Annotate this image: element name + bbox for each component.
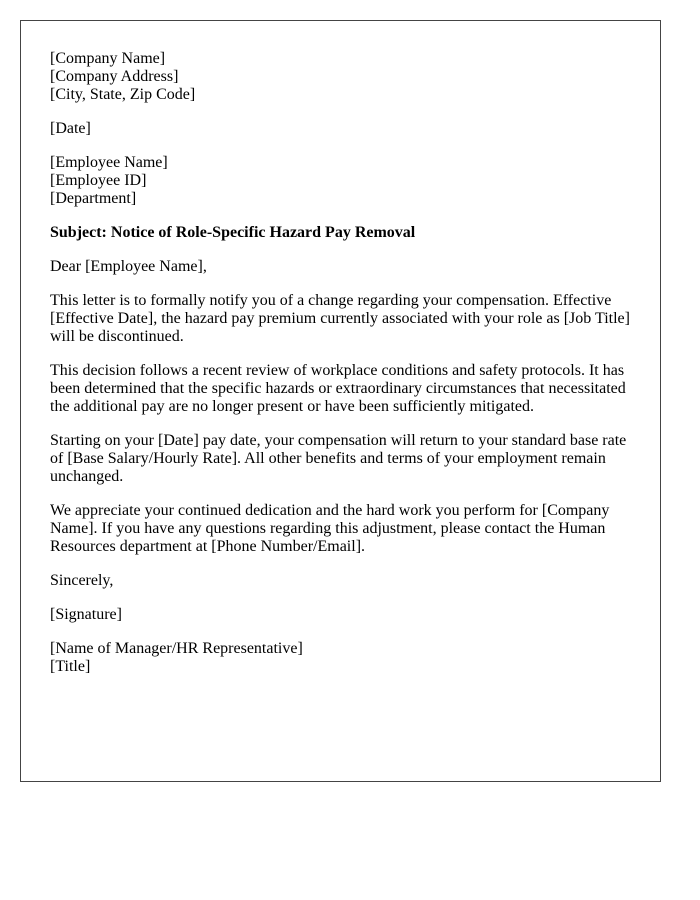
body-paragraph: This letter is to formally notify you of a change regarding your compensation. Effective [Effective Date], the hazard pay premium currently associated with your role as [Job Title] will be discontinued. bbox=[50, 292, 630, 345]
signature: [Signature] bbox=[50, 606, 122, 623]
signer-name: [Name of Manager/HR Representative] bbox=[50, 640, 303, 657]
body-paragraph: We appreciate your continued dedication and the hard work you perform for [Company Name]. If you have any questions regarding this adjustment, please contact the Human Resources department at [Phone Number/Email]. bbox=[50, 502, 610, 555]
body-paragraph: Starting on your [Date] pay date, your compensation will return to your standard base rate of [Base Salary/Hourly Rate]. All other benefits and terms of your employment remain unchanged. bbox=[50, 432, 627, 485]
company-name: [Company Name] bbox=[50, 50, 166, 67]
employee-id: [Employee ID] bbox=[50, 172, 147, 189]
company-address: [Company Address] bbox=[50, 68, 179, 85]
body-paragraph: This decision follows a recent review of workplace conditions and safety protocols. It has been determined that the specific hazards or extraordinary circumstances that necessitated the additional pay are no longer present or have been sufficiently mitigated. bbox=[50, 362, 626, 415]
closing: Sincerely, bbox=[50, 572, 114, 589]
employee-name: [Employee Name] bbox=[50, 154, 168, 171]
letter bbox=[20, 20, 661, 782]
recipient-block bbox=[50, 154, 631, 208]
department: [Department] bbox=[50, 190, 137, 207]
salutation: Dear [Employee Name], bbox=[50, 258, 207, 275]
signer-title: [Title] bbox=[50, 658, 91, 675]
subject-line: Subject: Notice of Role-Specific Hazard Pay Removal bbox=[50, 224, 416, 241]
city-state-zip: [City, State, Zip Code] bbox=[50, 86, 196, 103]
sender-block bbox=[50, 50, 631, 104]
signer-block bbox=[50, 640, 631, 676]
letter-date: [Date] bbox=[50, 120, 91, 137]
